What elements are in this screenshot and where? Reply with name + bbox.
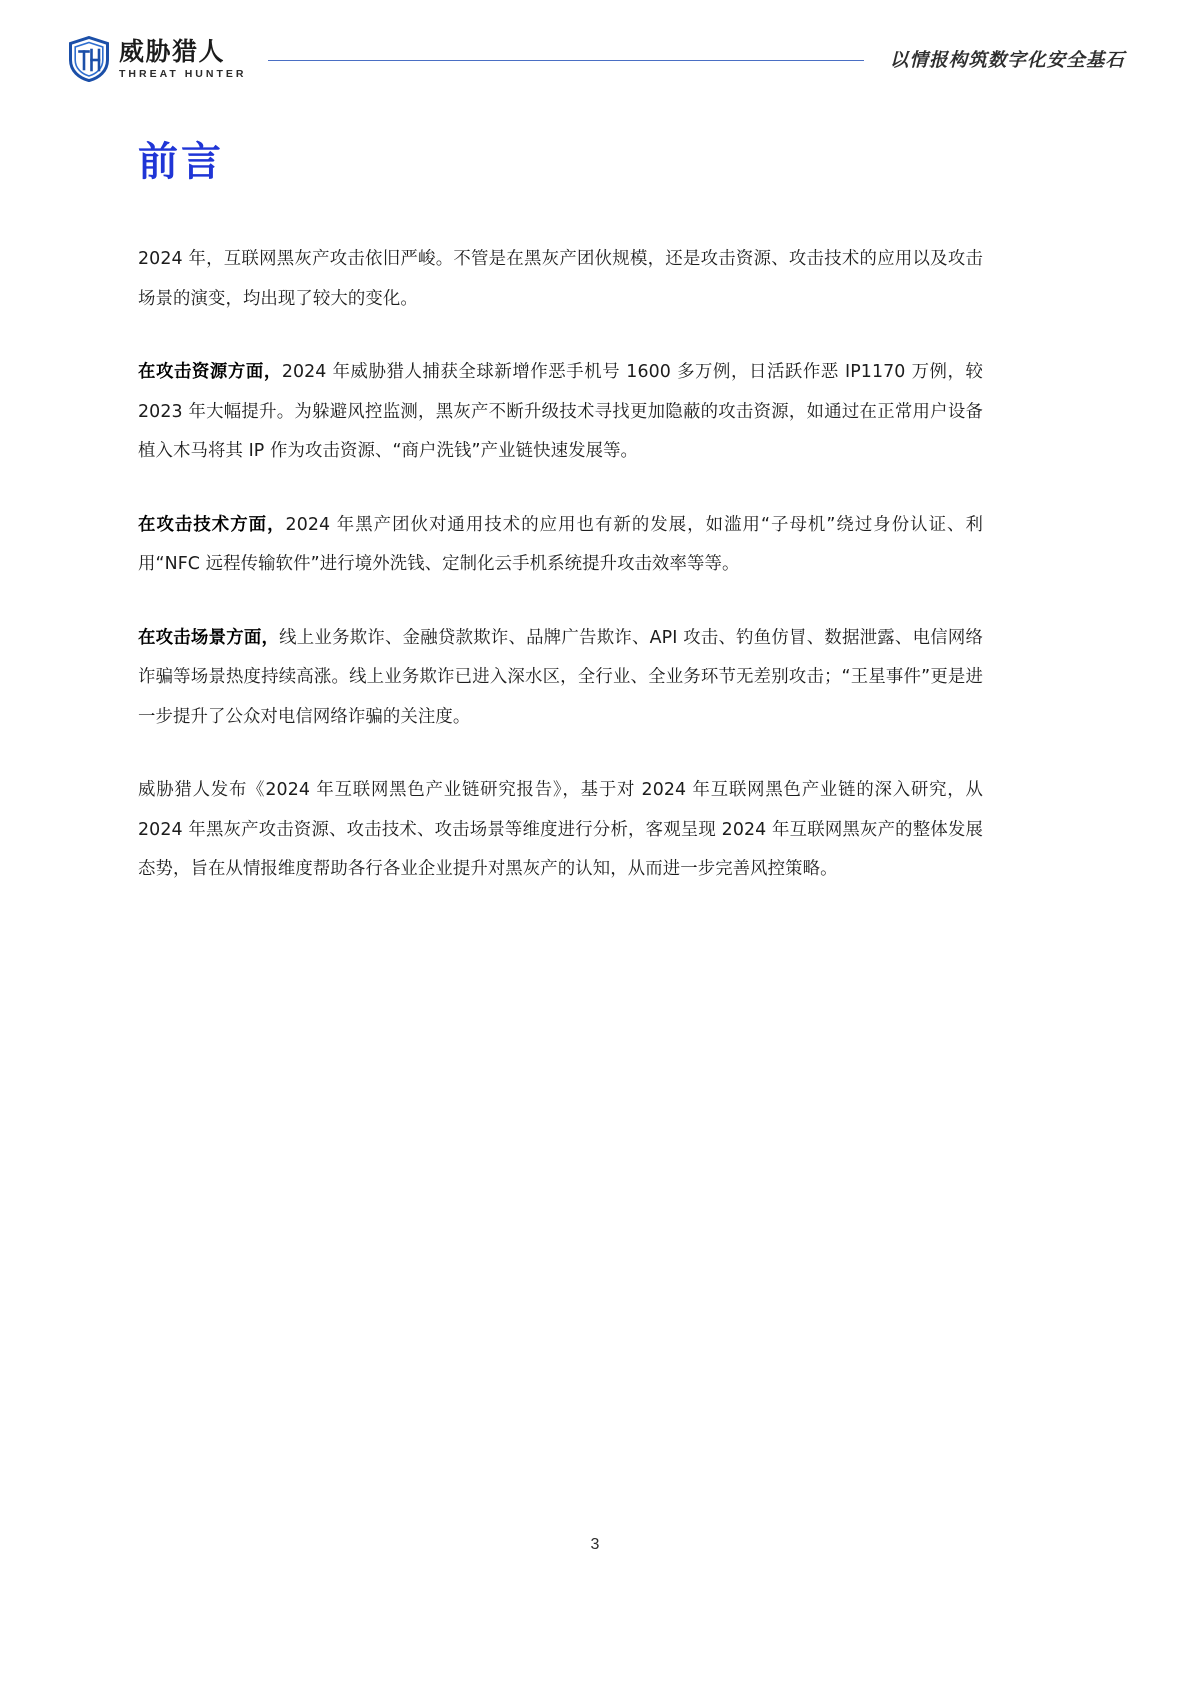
paragraph-lead: 在攻击资源方面，	[138, 362, 282, 382]
paragraph-body: 2024 年黑产团伙对通用技术的应用也有新的发展，如滥用“子母机”绕过身份认证、利用“NFC 远程传输软件”进行境外洗钱、定制化云手机系统提升攻击效率等等。	[138, 514, 983, 574]
shield-th-logo-icon	[68, 36, 110, 82]
paragraph	[138, 240, 983, 319]
header-divider-rule	[268, 60, 863, 61]
paragraph-lead: 在攻击技术方面，	[138, 514, 286, 535]
paragraph-body: 2024 年，互联网黑灰产攻击依旧严峻。不管是在黑灰产团伙规模，还是攻击资源、攻击技术的应用以及攻击场景的演变，均出现了较大的变化。	[138, 249, 983, 309]
brand-logo	[68, 36, 246, 82]
brand-name-cn: 威胁猎人	[119, 36, 226, 66]
paragraph	[138, 353, 983, 472]
page-header	[0, 0, 1190, 118]
brand-name-en: THREAT HUNTER	[119, 67, 247, 80]
paragraph	[138, 771, 983, 890]
paragraph	[138, 619, 983, 738]
paragraph-body: 威胁猎人发布《2024 年互联网黑色产业链研究报告》，基于对 2024 年互联网黑色产业链的深入研究，从 2024 年黑灰产攻击资源、攻击技术、攻击场景等维度进行分析，客观呈现 2024 年互联网黑灰产的整体发展态势，旨在从情报维度帮助各行各业企业提升对黑灰产的认知，从而进一步完善风控策略。	[138, 780, 983, 879]
paragraph-body: 2024 年威胁猎人捕获全球新增作恶手机号 1600 多万例，日活跃作恶 IP1170 万例，较 2023 年大幅提升。为躲避风控监测，黑灰产不断升级技术寻找更加隐蔽的攻击资源，如通过在正常用户设备植入木马将其 IP 作为攻击资源、“商户洗钱”产业链快速发展等。	[138, 362, 983, 461]
page-title: 前言	[138, 139, 224, 185]
page-content	[138, 140, 983, 890]
brand-wordmark	[119, 36, 247, 80]
paragraph-lead: 在攻击场景方面，	[138, 627, 280, 648]
paragraph-body: 线上业务欺诈、金融贷款欺诈、品牌广告欺诈、API 攻击、钓鱼仿冒、数据泄露、电信网络诈骗等场景热度持续高涨。线上业务欺诈已进入深水区，全行业、全业务环节无差别攻击；“王星事件”更是进一步提升了公众对电信网络诈骗的关注度。	[138, 627, 983, 727]
paragraph	[138, 506, 983, 585]
page-number: 3	[590, 1536, 600, 1553]
header-tagline: 以情报构筑数字化安全基石	[889, 50, 1125, 71]
